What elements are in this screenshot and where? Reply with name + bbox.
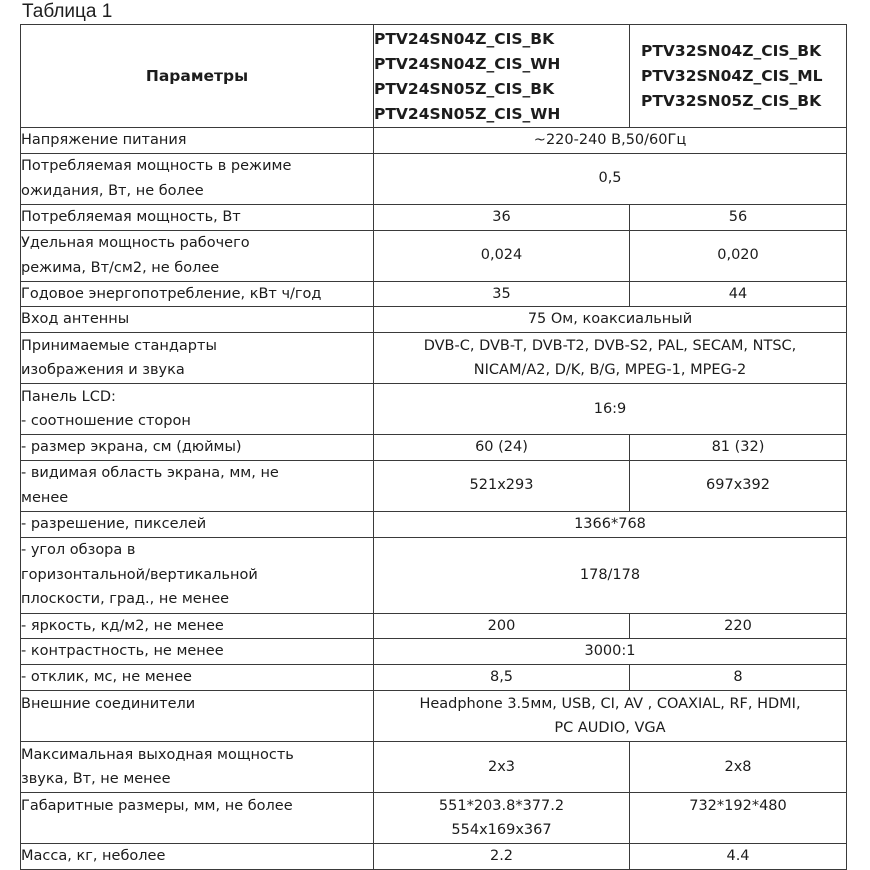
cell-text-line: 0,020 — [717, 247, 759, 264]
table-row-screen-size — [21, 435, 847, 461]
value-cell-32-inch — [630, 742, 847, 793]
parameter-label — [21, 307, 374, 333]
cell-text-line: менее — [21, 489, 69, 506]
cell-text-line: Панель LCD: — [21, 388, 116, 405]
value-cell-all-models — [374, 384, 847, 435]
cell-text-line: режима, Вт/см2, не более — [21, 259, 220, 276]
cell-text-line: 44 — [728, 285, 748, 302]
table-row-supply-voltage — [21, 128, 847, 154]
cell-text-line: DVB-C, DVB-T, DVB-T2, DVB-S2, PAL, SECAM, NTSC, — [423, 337, 797, 354]
table-row-supported-standards — [21, 333, 847, 384]
parameter-label — [21, 537, 374, 613]
cell-text-line: 35 — [492, 285, 511, 302]
cell-text-line: звука, Вт, не менее — [21, 771, 171, 787]
value-cell-24-inch — [374, 742, 630, 793]
table-row-dimensions — [21, 793, 847, 844]
model-group-24-header — [374, 25, 630, 128]
parameter-label — [21, 691, 374, 742]
cell-text-line: плоскости, град., не менее — [21, 591, 230, 608]
cell-text-line: 1366*768 — [574, 515, 646, 532]
value-cell-24-inch — [374, 204, 630, 230]
cell-text-line: Потребляемая мощность, Вт — [21, 208, 241, 225]
cell-text-line: Годовое энергопотребление, кВт ч/год — [21, 285, 322, 302]
value-cell-24-inch — [374, 281, 630, 307]
table-row-audio-output — [21, 742, 847, 793]
cell-text-line: Внешние соединители — [21, 695, 196, 712]
parameter-label — [21, 793, 374, 844]
cell-text-line: - отклик, мс, не менее — [21, 669, 192, 686]
value-cell-all-models — [374, 639, 847, 665]
model-name: PTV32SN05Z_CIS_BK — [641, 91, 822, 110]
parameter-label — [21, 153, 374, 204]
cell-text-line: Габаритные размеры, мм, не более — [21, 797, 293, 814]
cell-text-line: 75 Ом, коаксиальный — [527, 311, 693, 328]
cell-text-line: Удельная мощность рабочего — [21, 235, 250, 251]
cell-text-line: 697x392 — [706, 477, 770, 494]
cell-text-line — [630, 818, 846, 843]
cell-text-line: 0,024 — [480, 247, 523, 264]
cell-text-line: 521x293 — [469, 477, 534, 494]
table-row-resolution — [21, 511, 847, 537]
cell-text-line: - соотношение сторон — [21, 413, 191, 429]
value-cell-32-inch — [630, 230, 847, 281]
parameter-label — [21, 384, 374, 435]
table-row-specific-power — [21, 230, 847, 281]
model-name: PTV32SN04Z_CIS_BK — [641, 41, 822, 60]
cell-text-line: 56 — [728, 208, 748, 225]
value-cell-32-inch — [630, 793, 847, 844]
cell-text-line: 220 — [724, 617, 752, 634]
cell-text-line — [21, 818, 373, 843]
table-row-annual-energy — [21, 281, 847, 307]
parameter-label — [21, 613, 374, 639]
parameter-label — [21, 281, 374, 307]
value-cell-32-inch — [630, 281, 847, 307]
parameter-label — [21, 128, 374, 154]
cell-text-line: - видимая область экрана, мм, не — [21, 465, 279, 481]
value-cell-all-models — [374, 153, 847, 204]
cell-text-line: Принимаемые стандарты — [21, 337, 217, 354]
value-cell-32-inch — [630, 844, 847, 870]
cell-text-line: 554x169x367 — [451, 822, 552, 838]
value-cell-all-models — [374, 691, 847, 742]
parameter-label — [21, 204, 374, 230]
model-name: PTV24SN05Z_CIS_BK — [374, 80, 555, 98]
value-cell-32-inch — [630, 435, 847, 461]
table-row-response-time — [21, 665, 847, 691]
cell-text-line: горизонтальной/вертикальной — [21, 566, 258, 583]
cell-text-line: Вход антенны — [21, 311, 130, 328]
cell-text-line: - разрешение, пикселей — [21, 515, 207, 532]
parameter-label — [21, 639, 374, 665]
cell-text-line: 2x3 — [487, 758, 516, 775]
cell-text-line: Максимальная выходная мощность — [21, 746, 294, 763]
cell-text-line: 3000:1 — [584, 643, 636, 660]
cell-text-line: изображения и звука — [21, 362, 185, 378]
value-cell-32-inch — [630, 460, 847, 511]
table-row-visible-area — [21, 460, 847, 511]
cell-text-line: 60 (24) — [475, 439, 528, 455]
value-cell-24-inch — [374, 613, 630, 639]
table-row-viewing-angle — [21, 537, 847, 613]
cell-text-line: 178/178 — [579, 566, 641, 583]
cell-text-line: Потребляемая мощность в режиме — [21, 158, 292, 174]
value-cell-24-inch — [374, 665, 630, 691]
cell-text-line: Headphone 3.5мм, USB, CI, AV , COAXIAL, RF, HDMI, — [419, 695, 801, 712]
parameter-label — [21, 333, 374, 384]
value-cell-all-models — [374, 537, 847, 613]
specifications-table — [20, 24, 847, 870]
value-cell-all-models — [374, 511, 847, 537]
cell-text-line — [21, 716, 373, 741]
cell-text-line: Напряжение питания — [21, 132, 187, 148]
table-row-contrast — [21, 639, 847, 665]
model-name: PTV24SN04Z_CIS_WH — [374, 55, 561, 73]
parameter-label — [21, 230, 374, 281]
cell-text-line: 0,5 — [598, 170, 622, 187]
parameter-label — [21, 511, 374, 537]
parameter-label — [21, 844, 374, 870]
value-cell-24-inch — [374, 460, 630, 511]
model-name: PTV32SN04Z_CIS_ML — [641, 66, 823, 85]
table-row-power-consumption — [21, 204, 847, 230]
value-cell-24-inch — [374, 435, 630, 461]
value-cell-32-inch — [630, 665, 847, 691]
cell-text-line: 551*203.8*377.2 — [438, 797, 565, 814]
cell-text-line: 16:9 — [593, 400, 627, 417]
table-body — [21, 128, 847, 870]
value-cell-32-inch — [630, 204, 847, 230]
cell-text-line: - угол обзора в — [21, 542, 136, 559]
model-name: PTV24SN05Z_CIS_WH — [374, 105, 561, 123]
table-row-lcd-aspect-ratio — [21, 384, 847, 435]
cell-text-line: 36 — [492, 208, 511, 225]
cell-text-line: 200 — [487, 617, 516, 634]
cell-text-line: PC AUDIO, VGA — [554, 720, 666, 736]
cell-text-line: Масса, кг, неболее — [21, 848, 166, 865]
model-group-32-header — [630, 25, 847, 128]
value-cell-24-inch — [374, 793, 630, 844]
value-cell-32-inch — [630, 613, 847, 639]
parameters-header: Параметры — [21, 25, 374, 128]
parameter-label — [21, 435, 374, 461]
table-row-standby-power — [21, 153, 847, 204]
value-cell-all-models — [374, 307, 847, 333]
parameter-label — [21, 665, 374, 691]
cell-text-line: - контрастность, не менее — [21, 643, 224, 660]
cell-text-line: - размер экрана, см (дюймы) — [21, 439, 242, 455]
cell-text-line: 8,5 — [489, 669, 514, 686]
cell-text-line: 2x8 — [724, 758, 752, 775]
table-row-external-connectors — [21, 691, 847, 742]
cell-text-line: NICAM/A2, D/K, B/G, MPEG-1, MPEG-2 — [473, 362, 747, 378]
cell-text-line: ~220-240 В,50/60Гц — [533, 132, 687, 148]
value-cell-all-models — [374, 128, 847, 154]
cell-text-line: 81 (32) — [711, 439, 765, 455]
table-caption: Таблица 1 — [22, 1, 113, 22]
table-row-brightness — [21, 613, 847, 639]
value-cell-24-inch — [374, 230, 630, 281]
table-row-antenna-input — [21, 307, 847, 333]
cell-text-line: - яркость, кд/м2, не менее — [21, 617, 224, 634]
value-cell-all-models — [374, 333, 847, 384]
value-cell-24-inch — [374, 844, 630, 870]
cell-text-line: 2.2 — [489, 848, 514, 865]
parameter-label — [21, 742, 374, 793]
cell-text-line: ожидания, Вт, не более — [21, 182, 204, 199]
cell-text-line: 732*192*480 — [689, 797, 787, 814]
table-row-weight — [21, 844, 847, 870]
model-name: PTV24SN04Z_CIS_BK — [374, 30, 555, 48]
parameter-label — [21, 460, 374, 511]
table-header-row — [21, 25, 847, 128]
cell-text-line: 4.4 — [726, 848, 750, 865]
cell-text-line: 8 — [733, 669, 743, 686]
